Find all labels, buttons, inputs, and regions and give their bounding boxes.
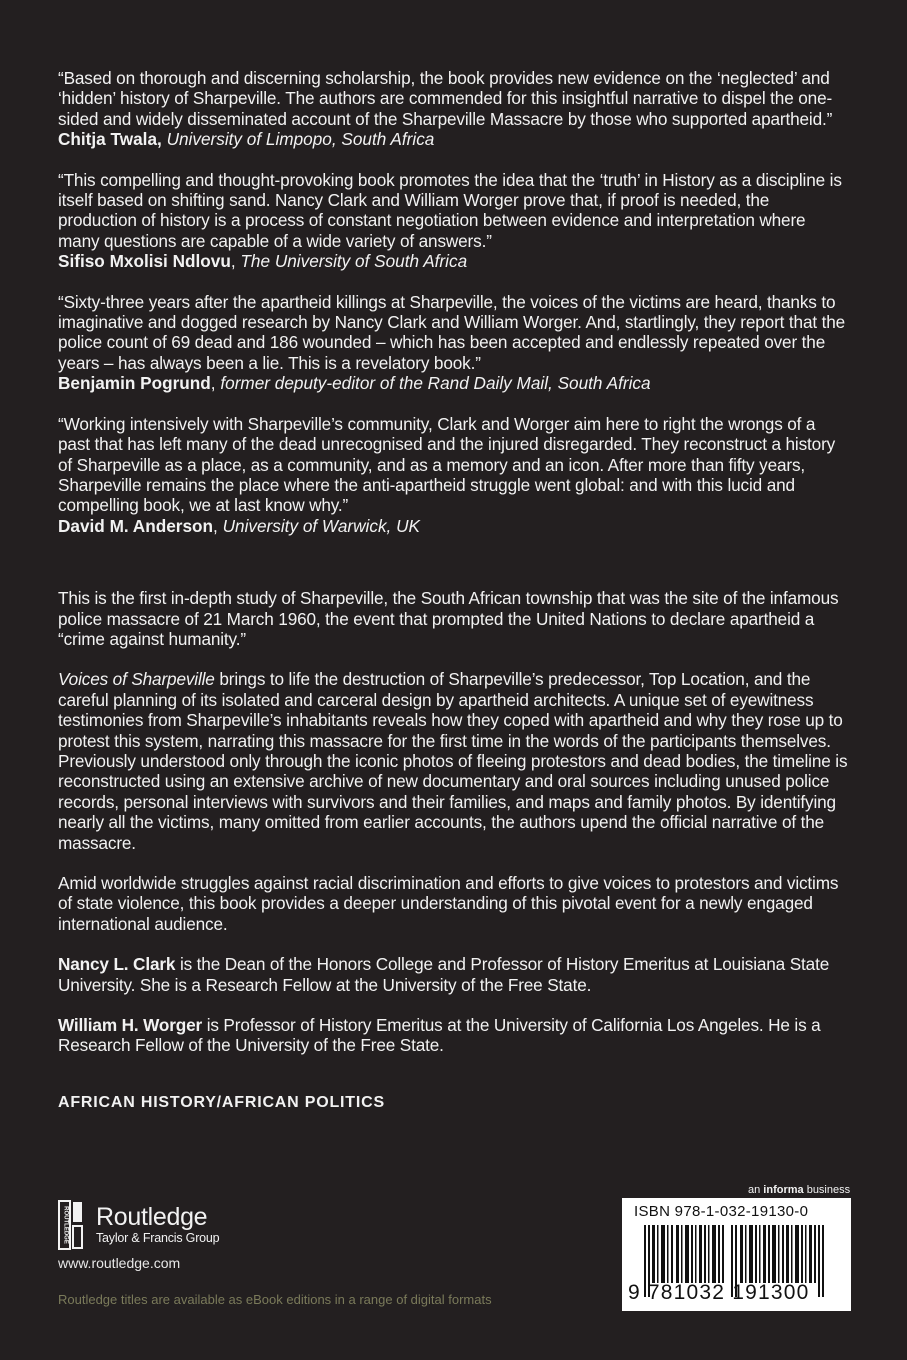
quote-attribution: David M. Anderson, University of Warwick, UK xyxy=(58,515,420,536)
endorsement-quote-1 xyxy=(58,68,850,150)
quote-text: “This compelling and thought-provoking book promotes the idea that the ‘truth’ in History as a discipline is itself based on shifting sand. Nancy Clark and William Worger prove that, if proof is needed, the production of history is a process of constant negotiation between evidence and interpretation where many questions are capable of a wide variety of answers.” xyxy=(58,169,842,251)
quote-text: “Sixty-three years after the apartheid killings at Sharpeville, the voices of the victims are heard, thanks to imaginative and dogged research by Nancy Clark and William Worger. And, startlingly, they report that the police count of 69 dead and 186 wounded – which has been accepted and endlessly repeated over the years – has always been a lie. This is a revelatory book.” xyxy=(58,291,846,373)
author-name: William H. Worger xyxy=(58,1015,203,1036)
quote-attribution: Sifiso Mxolisi Ndlovu, The University of South Africa xyxy=(58,251,468,272)
informa-business-label: an informa business xyxy=(748,1184,851,1196)
quote-attribution xyxy=(58,129,850,149)
quote-affiliation: University of Warwick, UK xyxy=(222,515,420,536)
quote-text: “Working intensively with Sharpeville’s community, Clark and Worger aim here to right the wrongs of a past that has left many of the dead unrecognised and the injured disregarded. They reconstruct a history of Sharpeville as a place, as a community, and as a memory and an icon. After more than fifty years, Sharpeville remains the place where the anti-apartheid struggle went global: and with this lucid and compelling book, we at last know why.” xyxy=(58,413,836,516)
description-paragraph-3: Amid worldwide struggles against racial discrimination and efforts to give voices to protestors and victims of state violence, this book provides a deeper understanding of this pivotal event for a newly engaged international audience. xyxy=(58,873,839,934)
routledge-logo xyxy=(58,1200,219,1250)
description-text: brings to life the destruction of Sharpeville’s predecessor, Top Location, and the careful planning of its isolated and carceral design by apartheid architects. A unique set of eyewitness testimonies from Sharpeville’s inhabitants reveals how they coped with apartheid and why they rose up to protest this system, narrating this massacre for the first time in the words of the participants themselves. Previously understood only through the iconic photos of fleeing protestors and dead bodies, the timeline is reconstructed using an extensive archive of new documentary and oral sources including unused police records, personal interviews with survivors and their families, and maps and family photos. By identifying nearly all the victims, many omitted from earlier accounts, the authors upend the official narrative of the massacre. xyxy=(58,669,848,853)
quote-author: Benjamin Pogrund xyxy=(58,373,211,394)
quote-author: Sifiso Mxolisi Ndlovu xyxy=(58,251,231,272)
description-paragraph-1: This is the first in-depth study of Sharpeville, the South African township that was the site of the infamous police massacre of 21 March 1960, the event that prompted the United Nations to declare apartheid a “crime against humanity.” xyxy=(58,588,839,649)
author-name: Nancy L. Clark xyxy=(58,954,176,975)
author-bio-text: is Professor of History Emeritus at the University of California Los Angeles. He is a Research Fellow of the University of the Free State. xyxy=(58,1015,821,1056)
subject-category: AFRICAN HISTORY/AFRICAN POLITICS xyxy=(58,1094,385,1111)
barcode-digits: 9 781032 191300 xyxy=(628,1281,810,1304)
quote-affiliation: The University of South Africa xyxy=(240,251,468,272)
author-bio-text: is the Dean of the Honors College and Professor of History Emeritus at Louisiana State University. She is a Research Fellow at the University of the Free State. xyxy=(58,954,830,995)
endorsement-quote-3 xyxy=(58,292,850,394)
publisher-name: Routledge xyxy=(96,1203,208,1231)
back-cover-text xyxy=(58,68,850,1076)
publisher-group: Taylor & Francis Group xyxy=(96,1231,220,1245)
publisher-website: www.routledge.com xyxy=(58,1255,181,1271)
endorsement-quote-2 xyxy=(58,170,850,272)
book-title: Voices of Sharpeville xyxy=(58,669,215,690)
quote-attribution: Benjamin Pogrund, former deputy-editor of the Rand Daily Mail, South Africa xyxy=(58,373,651,394)
quote-affiliation: former deputy-editor of the Rand Daily Mail, South Africa xyxy=(220,373,651,394)
author-bio-worger xyxy=(58,1015,850,1056)
ebook-availability-note: Routledge titles are available as eBook editions in a range of digital formats xyxy=(58,1292,492,1307)
quote-author: David M. Anderson xyxy=(58,515,214,536)
quote-author: Chitja Twala, xyxy=(58,129,162,150)
isbn-number: ISBN 978-1-032-19130-0 xyxy=(634,1203,809,1220)
svg-text:ROUTLEDGE: ROUTLEDGE xyxy=(62,1206,69,1244)
quote-text: “Based on thorough and discerning scholarship, the book provides new evidence on the ‘neglected’ and ‘hidden’ history of Sharpeville. The authors are commended for this insightful narrative to dispel the one-sided and widely disseminated account of the Sharpeville Massacre by those who supported apartheid.” xyxy=(58,68,833,129)
author-bio-clark xyxy=(58,954,850,995)
quote-affiliation: University of Limpopo, South Africa xyxy=(166,129,435,150)
description-paragraph-2 xyxy=(58,669,850,853)
routledge-logo-icon xyxy=(58,1200,84,1250)
isbn-barcode xyxy=(622,1198,851,1311)
endorsement-quote-4 xyxy=(58,414,850,536)
